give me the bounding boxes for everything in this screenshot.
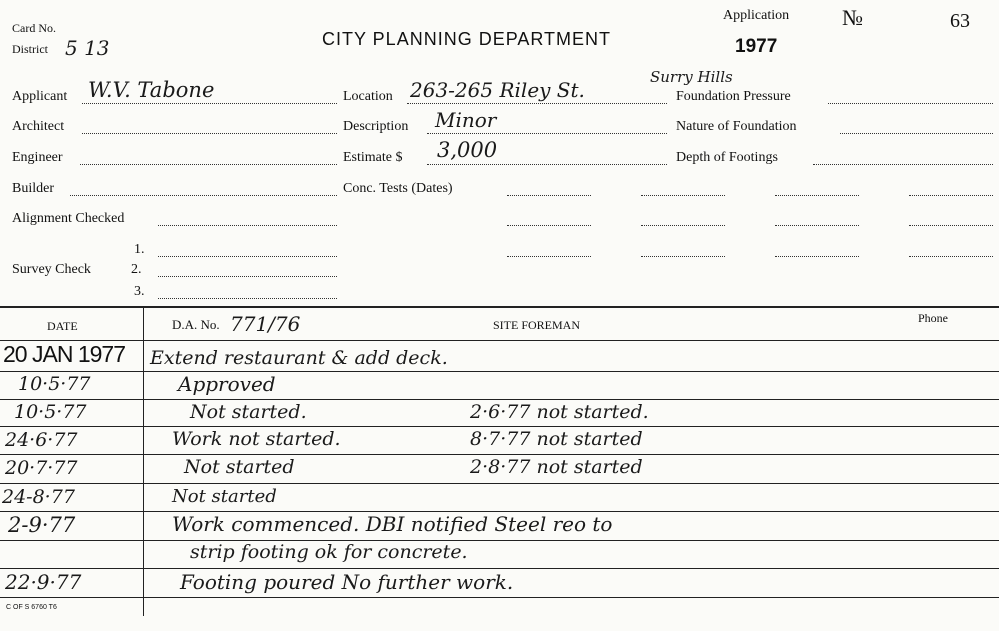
entry-note: Extend restaurant & add deck.: [150, 347, 448, 369]
entry-date: 10·5·77: [14, 401, 87, 423]
conc-test-line: [641, 225, 725, 226]
estimate-value: 3,000: [437, 138, 498, 162]
application-number: 63: [950, 10, 970, 32]
table-row-rule: [0, 371, 999, 372]
entry-note-secondary: 8·7·77 not started: [470, 428, 643, 450]
entry-note: Approved: [178, 372, 276, 396]
foundation-pressure-line: [828, 103, 993, 104]
phone-header: Phone: [918, 311, 948, 325]
engineer-label: Engineer: [12, 150, 63, 165]
nature-of-foundation-line: [840, 133, 993, 134]
conc-test-line: [641, 256, 725, 257]
estimate-label: Estimate $: [343, 150, 403, 165]
survey-check-line: [158, 298, 337, 299]
date-column-header: DATE: [47, 319, 78, 333]
survey-check-label: Survey Check: [12, 262, 91, 277]
applicant-value: W.V. Tabone: [88, 78, 215, 102]
survey-check-line: [158, 276, 337, 277]
architect-label: Architect: [12, 119, 65, 134]
conc-test-line: [909, 256, 993, 257]
form-code: C OF S 6760 T6: [6, 604, 57, 611]
page-title: CITY PLANNING DEPARTMENT: [322, 29, 612, 49]
builder-label: Builder: [12, 181, 54, 196]
entry-note: Not started: [172, 486, 277, 507]
entry-date: 24-8·77: [2, 486, 75, 508]
survey-check-3-label: 3.: [134, 284, 145, 299]
builder-line: [70, 195, 337, 196]
entry-note: Not started: [184, 456, 295, 478]
description-label: Description: [343, 119, 409, 134]
table-row-rule: [0, 568, 999, 569]
conc-test-line: [507, 256, 591, 257]
entry-note: Footing poured No further work.: [180, 570, 514, 594]
survey-check-2-label: 2.: [131, 262, 142, 277]
entry-note: Work commenced. DBI notified Steel reo to: [172, 512, 613, 536]
entry-date: 2-9·77: [8, 513, 76, 537]
district-label: District: [12, 42, 48, 56]
table-row-rule: [0, 483, 999, 484]
conc-tests-label: Conc. Tests (Dates): [343, 181, 453, 196]
location-suburb: Surry Hills: [650, 68, 733, 86]
table-row-rule: [0, 426, 999, 427]
table-top-border: [0, 306, 999, 308]
conc-test-line: [641, 195, 725, 196]
district-value: 5 13: [65, 36, 110, 60]
location-line: [407, 103, 667, 104]
entry-note-continued: strip footing ok for concrete.: [190, 541, 468, 563]
foundation-pressure-label: Foundation Pressure: [676, 89, 791, 104]
application-year: 1977: [735, 36, 778, 57]
entry-note-secondary: 2·8·77 not started: [470, 456, 643, 478]
entry-date: 24·6·77: [5, 429, 78, 451]
alignment-checked-label: Alignment Checked: [12, 211, 125, 226]
applicant-label: Applicant: [12, 89, 68, 104]
entry-date: 22·9·77: [5, 570, 82, 594]
engineer-line: [80, 164, 337, 165]
depth-of-footings-label: Depth of Footings: [676, 150, 778, 165]
table-row-rule: [0, 597, 999, 598]
conc-test-line: [775, 195, 859, 196]
location-label: Location: [343, 89, 393, 104]
description-line: [427, 133, 667, 134]
da-no-value: 771/76: [230, 312, 301, 336]
architect-line: [82, 133, 337, 134]
conc-test-line: [775, 225, 859, 226]
depth-of-footings-line: [813, 164, 993, 165]
nature-of-foundation-label: Nature of Foundation: [676, 119, 797, 134]
card-no-label: Card No.: [12, 21, 56, 35]
entry-date: 20·7·77: [5, 457, 78, 479]
application-label: Application: [723, 8, 790, 23]
alignment-checked-line: [158, 225, 337, 226]
table-column-divider: [143, 306, 144, 616]
applicant-line: [82, 103, 337, 104]
table-row-rule: [0, 540, 999, 541]
location-value: 263-265 Riley St.: [410, 78, 585, 102]
da-no-label: D.A. No.: [172, 317, 220, 332]
survey-check-line: [158, 256, 337, 257]
survey-check-1-label: 1.: [134, 242, 145, 257]
table-row-rule: [0, 454, 999, 455]
conc-test-line: [507, 195, 591, 196]
entry-note-secondary: 2·6·77 not started.: [470, 401, 649, 423]
site-foreman-header: SITE FOREMAN: [493, 318, 581, 332]
conc-test-line: [909, 195, 993, 196]
number-sign: №: [842, 5, 863, 30]
entry-date: 20 JAN 1977: [3, 341, 125, 367]
conc-test-line: [909, 225, 993, 226]
description-value: Minor: [435, 108, 497, 132]
conc-test-line: [507, 225, 591, 226]
entry-note: Not started.: [190, 401, 307, 423]
entry-date: 10·5·77: [18, 373, 91, 395]
entry-note: Work not started.: [172, 428, 341, 450]
table-header-rule: [0, 340, 999, 341]
table-row-rule: [0, 399, 999, 400]
estimate-line: [427, 164, 667, 165]
conc-test-line: [775, 256, 859, 257]
